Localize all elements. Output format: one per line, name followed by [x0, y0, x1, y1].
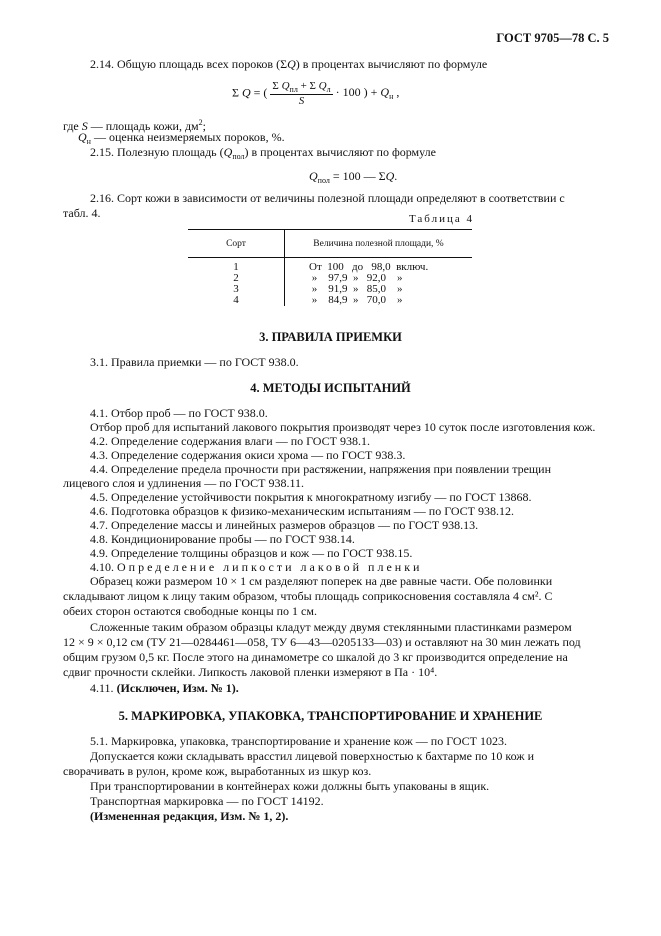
formula-fraction: $\frac{\Sigma Q_{пл} + \Sigma Q_л}{S}$ [272, 80, 331, 107]
clause-4-1: 4.1. Отбор проб — по ГОСТ 938.0. [90, 406, 268, 420]
clause-4-10: 4.10. Определение липкости лаковой пленки [90, 560, 423, 574]
clause-4-4-line2: лицевого слоя и удлинения — по ГОСТ 938.11. [63, 476, 305, 490]
clause-4-2: 4.2. Определение содержания влаги — по ГОСТ 938.1. [90, 434, 370, 448]
paragraph-1-line2: складывают лицом к лицу таким образом, чтобы площадь соприкосновения составляла 4 см². С [63, 589, 553, 603]
clause-4-1-note: Отбор проб для испытаний лакового покрытия производят через 10 суток после изготовления кож. [90, 420, 596, 434]
table-row [188, 284, 472, 295]
clause-4-7: 4.7. Определение массы и линейных размеров образцов — по ГОСТ 938.13. [90, 518, 479, 532]
clause-2-14: 2.14. Общую площадь всех пороков (ΣQ) в процентах вычисляют по формуле [90, 57, 488, 71]
cell-value: » 84,9 » 70,0 » [309, 293, 403, 306]
clause-4-4-line1: 4.4. Определение предела прочности при растяжении, напряжения при появлении трещин [90, 462, 551, 476]
table-row [188, 273, 472, 284]
page-header: ГОСТ 9705—78 С. 5 [496, 31, 609, 45]
table-4 [188, 229, 472, 306]
clause-4-3: 4.3. Определение содержания окиси хрома — по ГОСТ 938.3. [90, 448, 406, 462]
cell-sort: 3 [188, 284, 285, 295]
clause-5-1: 5.1. Маркировка, упаковка, транспортирование и хранение кож — по ГОСТ 1023. [90, 734, 507, 748]
amendment-note: (Измененная редакция, Изм. № 1, 2). [90, 809, 289, 823]
paragraph-1-line3: обеих сторон остаются свободные концы по 1 см. [63, 604, 317, 618]
cell-value: От 100 до 98,0 включ. [309, 260, 429, 273]
section-5-heading: 5. МАРКИРОВКА, УПАКОВКА, ТРАНСПОРТИРОВАНИЕ И ХРАНЕНИЕ [118, 709, 543, 723]
clause-4-9: 4.9. Определение толщины образцов и кож — по ГОСТ 938.15. [90, 546, 413, 560]
clause-2-16-line1: 2.16. Сорт кожи в зависимости от величины полезной площади определяют в соответствии с [90, 191, 565, 205]
cell-sort: 2 [188, 273, 285, 284]
paragraph-2-line1: Сложенные таким образом образцы кладут между двумя стеклянными пластинками размером [90, 620, 572, 634]
clause-2-15: 2.15. Полезную площадь $(Q_{пол})$ в процентах вычисляют по формуле [90, 145, 436, 161]
cell-sort: 4 [188, 295, 285, 306]
clause-5-1-para-line1: Допускается кожи складывать врасстил лицевой поверхностью к бахтарме по 10 кож и [90, 749, 534, 763]
column-header-sort: Сорт [188, 230, 285, 258]
section-4-heading: 4. МЕТОДЫ ИСПЫТАНИЙ [250, 381, 411, 395]
cell-value: » 97,9 » 92,0 » [309, 271, 403, 284]
paragraph-2-line4: сдвиг прочности склейки. Липкость лаковой пленки измеряют в Па · 10⁴. [63, 665, 438, 679]
formula-useful-area: $Q_{пол} = 100$ — ΣQ. [309, 169, 398, 185]
clause-4-5: 4.5. Определение устойчивости покрытия к многократному изгибу — по ГОСТ 13868. [90, 490, 532, 504]
paragraph-2-line3: общим грузом 0,5 кг. После этого на динамометре со шкалой до 3 кг производится определение на [63, 650, 568, 664]
clause-5-1-marking: Транспортная маркировка — по ГОСТ 14192. [90, 794, 324, 808]
cell-value: » 91,9 » 85,0 » [309, 282, 403, 295]
clause-5-1-containers: При транспортировании в контейнерах кожи должны быть упакованы в ящик. [90, 779, 490, 793]
cell-sort: 1 [188, 262, 285, 273]
clause-4-6: 4.6. Подготовка образцов к физико-механическим испытаниям — по ГОСТ 938.12. [90, 504, 515, 518]
table-row [188, 295, 472, 306]
clause-4-8: 4.8. Кондиционирование пробы — по ГОСТ 938.14. [90, 532, 355, 546]
table-row [188, 262, 472, 273]
formula-total-defects: Σ Q = ( $\frac{\Sigma Q_{пл} + \Sigma Q_л}{S}$ · 100 ) + $Q_н$ , [232, 80, 400, 107]
clause-2-16-line2: табл. 4. [63, 206, 101, 220]
where-s: где S — площадь кожи, $дм^2$; [63, 118, 206, 133]
paragraph-2-line2: 12 × 9 × 0,12 см (ТУ 21—0284461—058, ТУ 6—43—0205133—03) и оставляют на 30 мин лежать под [63, 635, 581, 649]
clause-3-1: 3.1. Правила приемки — по ГОСТ 938.0. [90, 355, 299, 369]
paragraph-1-line1: Образец кожи размером 10 × 1 см разделяют поперек на две равные части. Обе половинки [90, 574, 553, 588]
clause-4-11: 4.11. (Исключен, Изм. № 1). [90, 681, 239, 695]
column-header-value: Величина полезной площади, % [285, 230, 473, 258]
where-qn: $Q_н$ — оценка неизмеряемых пороков, %. [78, 130, 285, 146]
clause-5-1-para-line2: сворачивать в рулон, кроме кож, выработанных из шкур коз. [63, 764, 372, 778]
section-3-heading: 3. ПРАВИЛА ПРИЕМКИ [259, 330, 402, 344]
table-caption: Таблица 4 [408, 213, 474, 225]
